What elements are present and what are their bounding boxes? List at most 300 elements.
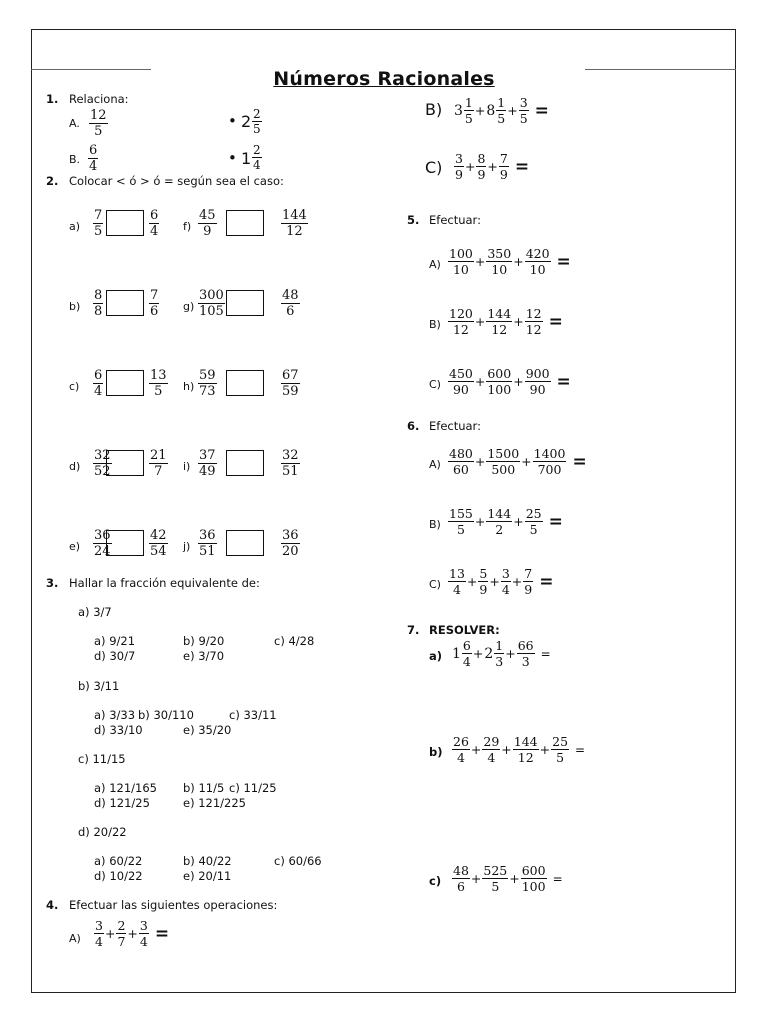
- page-title: Números Racionales: [273, 68, 495, 90]
- s4-c-label: C): [425, 158, 443, 177]
- numerator: 525: [483, 863, 508, 878]
- fraction: [478, 566, 488, 597]
- denominator: 4: [150, 224, 159, 239]
- s5-instruction: Efectuar:: [429, 213, 481, 227]
- numerator: 3: [501, 566, 510, 581]
- plus-sign: +: [501, 742, 512, 757]
- s3-instruction: Hallar la fracción equivalente de:: [69, 576, 260, 590]
- numerator: 3: [519, 95, 528, 110]
- whole-number: 1: [452, 645, 461, 662]
- denominator: 12: [525, 322, 542, 337]
- fraction-right-a: [198, 208, 217, 239]
- numerator: 600: [487, 366, 512, 381]
- numerator: 2: [253, 143, 261, 157]
- exercise-label: A): [429, 458, 441, 471]
- fraction: [523, 566, 533, 597]
- fraction-right-b: [281, 448, 300, 479]
- denominator: 9: [455, 167, 463, 182]
- answer-box: [226, 450, 264, 476]
- equals-sign: =: [572, 451, 587, 472]
- fraction: [452, 734, 470, 765]
- fraction-right-a: [198, 528, 217, 559]
- option: a) 60/22: [94, 854, 143, 868]
- denominator: 2: [495, 522, 504, 537]
- plus-sign: +: [466, 574, 478, 589]
- plus-sign: +: [513, 314, 524, 329]
- fraction: [139, 918, 149, 949]
- answer-box: [106, 530, 144, 556]
- plus-sign: +: [470, 742, 482, 757]
- numerator: 300: [199, 288, 224, 303]
- denominator: 6: [286, 304, 295, 319]
- answer-box: [226, 370, 264, 396]
- row-label-right: f): [183, 220, 192, 233]
- row-label-left: b): [69, 300, 81, 313]
- fraction: [482, 734, 500, 765]
- denominator: 3: [521, 654, 530, 669]
- denominator: 5: [529, 522, 538, 537]
- fraction-right-b: [281, 208, 308, 239]
- denominator: 4: [253, 158, 261, 172]
- numerator: 21: [150, 448, 167, 463]
- plus-sign: +: [509, 871, 520, 886]
- option: d) 30/7: [94, 649, 136, 663]
- fraction: [448, 306, 474, 337]
- numerator: 420: [525, 246, 550, 261]
- s7-b-expression: [452, 734, 585, 765]
- fraction: [533, 446, 567, 477]
- plus-sign: +: [474, 103, 486, 118]
- denominator: 5: [154, 384, 163, 399]
- option: d) 33/10: [94, 723, 143, 737]
- whole-number: 2: [484, 645, 494, 662]
- numerator: 36: [94, 528, 111, 543]
- fraction: [454, 151, 464, 182]
- denominator: 3: [495, 654, 504, 669]
- exercise-expression: [448, 366, 571, 397]
- numerator: 2: [253, 107, 261, 121]
- denominator: 9: [524, 582, 533, 597]
- denominator: 9: [203, 224, 212, 239]
- numerator: 13: [150, 368, 167, 383]
- fraction: [499, 151, 509, 182]
- numerator: 37: [199, 448, 216, 463]
- denominator: 4: [139, 934, 148, 949]
- exercise-question: d) 20/22: [78, 825, 127, 839]
- exercise-label: C): [429, 578, 441, 591]
- numerator: 66: [517, 638, 534, 653]
- numerator: 59: [199, 368, 216, 383]
- denominator: 105: [199, 304, 224, 319]
- s1-match-whole-2: 1: [241, 149, 252, 168]
- plus-sign: +: [474, 514, 486, 529]
- fraction: [525, 366, 551, 397]
- option: e) 121/225: [183, 796, 246, 810]
- plus-sign: +: [474, 254, 486, 269]
- s4-a-label: A): [69, 932, 81, 945]
- denominator: 9: [477, 167, 486, 182]
- denominator: 90: [452, 382, 469, 397]
- fraction: [486, 506, 512, 537]
- numerator: 2: [117, 918, 126, 933]
- numerator: 120: [449, 306, 473, 321]
- answer-box: [106, 210, 144, 236]
- exercise-question: a) 3/7: [78, 605, 112, 619]
- denominator: 5: [464, 111, 473, 126]
- fraction: [486, 246, 512, 277]
- answer-box: [226, 210, 264, 236]
- s4-instruction: Efectuar las siguientes operaciones:: [69, 898, 278, 912]
- numerator: 25: [525, 506, 542, 521]
- plus-sign: +: [474, 314, 486, 329]
- numerator: 29: [483, 734, 500, 749]
- fraction-right-a: [198, 368, 217, 399]
- fraction: [551, 734, 569, 765]
- denominator: 10: [529, 262, 546, 277]
- option: a) 9/21: [94, 634, 136, 648]
- plus-sign: +: [464, 159, 476, 174]
- answer-box: [226, 290, 264, 316]
- fraction: [464, 95, 474, 126]
- s7-a-label: a): [429, 649, 443, 663]
- row-label-right: h): [183, 380, 195, 393]
- denominator: 700: [537, 462, 562, 477]
- row-label-left: c): [69, 380, 80, 393]
- numerator: 13: [449, 566, 465, 581]
- denominator: 4: [89, 159, 98, 174]
- denominator: 8: [94, 304, 103, 319]
- numerator: 144: [487, 306, 512, 321]
- equals-sign: =: [154, 923, 170, 944]
- numerator: 3: [139, 918, 148, 933]
- fraction-left-b: [149, 368, 168, 399]
- numerator: 3: [95, 918, 103, 933]
- s1-match-bullet-1: •: [228, 112, 237, 130]
- fraction-left-a: [93, 368, 103, 399]
- denominator: 5: [456, 522, 465, 537]
- s4-a-expression: [94, 918, 169, 949]
- option: b) 9/20: [183, 634, 225, 648]
- option: e) 20/11: [183, 869, 232, 883]
- fraction: [94, 918, 104, 949]
- equals-sign: =: [514, 156, 530, 177]
- fraction-right-a: [198, 288, 225, 319]
- option: c) 4/28: [274, 634, 315, 648]
- numerator: 8: [94, 288, 103, 303]
- fraction-right-a: [198, 448, 217, 479]
- denominator: 10: [491, 262, 508, 277]
- numerator: 7: [524, 566, 533, 581]
- fraction: [521, 863, 547, 894]
- plus-sign: +: [507, 103, 518, 118]
- numerator: 6: [150, 208, 159, 223]
- fraction: [476, 151, 486, 182]
- denominator: 9: [479, 582, 488, 597]
- option: e) 35/20: [183, 723, 232, 737]
- numerator: 480: [449, 446, 473, 461]
- plus-sign: +: [474, 454, 486, 469]
- denominator: 5: [94, 224, 103, 239]
- exercise-label: A): [429, 258, 441, 271]
- option: c) 60/66: [274, 854, 322, 868]
- numerator: 600: [521, 863, 546, 878]
- row-label-right: j): [183, 540, 191, 553]
- denominator: 4: [501, 582, 510, 597]
- denominator: 20: [282, 544, 299, 559]
- option: c) 11/25: [229, 781, 277, 795]
- exercise-expression: [448, 506, 563, 537]
- fraction-right-b: [281, 288, 300, 319]
- numerator: 42: [150, 528, 167, 543]
- numerator: 350: [487, 246, 512, 261]
- numerator: 3: [455, 151, 463, 166]
- numerator: 32: [94, 448, 111, 463]
- fraction: [448, 446, 474, 477]
- s1-match-fraction-1: [252, 107, 262, 136]
- equals-sign: =: [534, 100, 549, 121]
- numerator: 1: [495, 638, 504, 653]
- fraction: [519, 95, 529, 126]
- fraction: [525, 306, 543, 337]
- equals-sign: =: [539, 571, 554, 592]
- fraction-left-a: [93, 208, 103, 239]
- fraction: [448, 506, 474, 537]
- denominator: 7: [117, 934, 126, 949]
- answer-box: [106, 370, 144, 396]
- denominator: 10: [452, 262, 469, 277]
- denominator: 49: [199, 464, 216, 479]
- fraction-left-a: [93, 288, 103, 319]
- numerator: 6: [94, 368, 103, 383]
- answer-box: [226, 530, 264, 556]
- row-label-left: d): [69, 460, 81, 473]
- fraction: [494, 638, 504, 669]
- equals-sign: =: [556, 371, 571, 392]
- denominator: 73: [199, 384, 216, 399]
- denominator: 54: [150, 544, 167, 559]
- numerator: 7: [94, 208, 103, 223]
- denominator: 60: [452, 462, 469, 477]
- denominator: 12: [517, 750, 534, 765]
- s7-b-label: b): [429, 745, 443, 759]
- s1-a-fraction: [89, 108, 108, 139]
- denominator: 52: [94, 464, 111, 479]
- s2-number: 2.: [46, 174, 59, 188]
- whole-number: 8: [486, 102, 496, 119]
- fraction: [496, 95, 506, 126]
- denominator: 4: [487, 750, 496, 765]
- denominator: 5: [497, 111, 506, 126]
- fraction: [486, 446, 520, 477]
- denominator: 5: [491, 879, 500, 894]
- exercise-expression: [448, 246, 571, 277]
- numerator: 100: [449, 246, 473, 261]
- s1-match-whole-1: 2: [241, 112, 252, 131]
- numerator: 8: [477, 151, 486, 166]
- denominator: 100: [521, 879, 546, 894]
- plus-sign: +: [539, 742, 551, 757]
- s3-number: 3.: [46, 576, 59, 590]
- option: c) 33/11: [229, 708, 277, 722]
- plus-sign: +: [513, 514, 524, 529]
- s6-instruction: Efectuar:: [429, 419, 481, 433]
- option: a) 3/33: [94, 708, 136, 722]
- s1-b-fraction: [88, 143, 98, 174]
- denominator: 5: [556, 750, 565, 765]
- plus-sign: +: [470, 871, 482, 886]
- denominator: 4: [94, 384, 103, 399]
- numerator: 67: [282, 368, 299, 383]
- s4-number: 4.: [46, 898, 59, 912]
- numerator: 26: [453, 734, 469, 749]
- fraction: [448, 366, 474, 397]
- fraction-left-b: [149, 208, 159, 239]
- s1-match-bullet-2: •: [228, 149, 237, 167]
- exercise-expression: [448, 566, 553, 597]
- numerator: 7: [150, 288, 159, 303]
- exercise-label: B): [429, 518, 441, 531]
- s7-instruction: RESOLVER:: [429, 623, 500, 637]
- s1-b-label: B.: [69, 153, 81, 166]
- row-label-left: e): [69, 540, 81, 553]
- numerator: 32: [282, 448, 299, 463]
- fraction-right-b: [281, 368, 300, 399]
- s7-c-expression: [452, 863, 563, 894]
- s4-b-label: B): [425, 100, 443, 119]
- s1-a-label: A.: [69, 117, 80, 130]
- s6-number: 6.: [407, 419, 420, 433]
- fraction: [448, 246, 474, 277]
- denominator: 500: [491, 462, 516, 477]
- equals-sign: =: [548, 311, 563, 332]
- numerator: 144: [513, 734, 538, 749]
- s4-c-expression: [454, 151, 529, 182]
- numerator: 155: [449, 506, 473, 521]
- s1-number: 1.: [46, 92, 59, 106]
- denominator: 4: [95, 934, 103, 949]
- s7-a-expression: [452, 638, 551, 669]
- answer-box: [106, 290, 144, 316]
- plus-sign: +: [487, 159, 498, 174]
- denominator: 7: [154, 464, 163, 479]
- option: d) 121/25: [94, 796, 150, 810]
- denominator: 5: [94, 124, 103, 139]
- numerator: 144: [282, 208, 307, 223]
- denominator: 6: [150, 304, 159, 319]
- row-label-left: a): [69, 220, 81, 233]
- plus-sign: +: [472, 646, 484, 661]
- fraction-right-b: [281, 528, 300, 559]
- s1-instruction: Relaciona:: [69, 92, 129, 106]
- fraction-left-b: [149, 448, 168, 479]
- plus-sign: +: [505, 646, 516, 661]
- numerator: 45: [199, 208, 216, 223]
- row-label-right: i): [183, 460, 191, 473]
- equals-sign: =: [556, 251, 571, 272]
- numerator: 12: [90, 108, 107, 123]
- exercise-expression: [448, 446, 587, 477]
- plus-sign: +: [489, 574, 500, 589]
- exercise-question: b) 3/11: [78, 679, 120, 693]
- numerator: 1: [497, 95, 506, 110]
- plus-sign: +: [513, 374, 524, 389]
- s7-number: 7.: [407, 623, 420, 637]
- numerator: 6: [462, 638, 471, 653]
- plus-sign: +: [511, 574, 523, 589]
- denominator: 4: [456, 750, 465, 765]
- fraction: [448, 566, 466, 597]
- fraction-left-b: [149, 288, 159, 319]
- denominator: 51: [282, 464, 299, 479]
- option: e) 3/70: [183, 649, 225, 663]
- numerator: 48: [453, 863, 469, 878]
- numerator: 450: [449, 366, 473, 381]
- numerator: 1500: [487, 446, 520, 461]
- denominator: 100: [487, 382, 512, 397]
- numerator: 1: [464, 95, 473, 110]
- fraction: [462, 638, 472, 669]
- option: b) 11/5: [183, 781, 225, 795]
- denominator: 5: [253, 122, 261, 136]
- denominator: 12: [452, 322, 469, 337]
- exercise-label: B): [429, 318, 441, 331]
- equals-sign: =: [552, 871, 563, 886]
- s2-instruction: Colocar < ó > ó = según sea el caso:: [69, 174, 284, 188]
- denominator: 5: [519, 111, 528, 126]
- fraction-left-b: [149, 528, 168, 559]
- s7-c-label: c): [429, 874, 442, 888]
- denominator: 12: [491, 322, 508, 337]
- denominator: 12: [286, 224, 303, 239]
- numerator: 48: [282, 288, 299, 303]
- fraction: [452, 863, 470, 894]
- denominator: 24: [94, 544, 111, 559]
- equals-sign: =: [575, 742, 586, 757]
- plus-sign: +: [104, 926, 116, 941]
- exercise-label: C): [429, 378, 441, 391]
- option: b) 30/110: [138, 708, 194, 722]
- whole-number: 3: [454, 102, 463, 119]
- fraction: [525, 506, 543, 537]
- denominator: 59: [282, 384, 299, 399]
- denominator: 4: [462, 654, 471, 669]
- fraction: [486, 306, 512, 337]
- answer-box: [106, 450, 144, 476]
- s4-b-expression: [454, 95, 549, 126]
- option: a) 121/165: [94, 781, 157, 795]
- numerator: 7: [499, 151, 508, 166]
- equals-sign: =: [540, 646, 551, 661]
- option: b) 40/22: [183, 854, 232, 868]
- numerator: 12: [525, 306, 542, 321]
- fraction: [116, 918, 126, 949]
- denominator: 90: [529, 382, 546, 397]
- numerator: 25: [552, 734, 569, 749]
- s1-match-fraction-2: [252, 143, 262, 172]
- row-label-right: g): [183, 300, 195, 313]
- plus-sign: +: [474, 374, 486, 389]
- numerator: 1400: [533, 446, 566, 461]
- plus-sign: +: [127, 926, 138, 941]
- fraction: [513, 734, 539, 765]
- denominator: 51: [199, 544, 216, 559]
- numerator: 144: [487, 506, 512, 521]
- fraction: [486, 366, 512, 397]
- fraction: [525, 246, 551, 277]
- equals-sign: =: [548, 511, 563, 532]
- plus-sign: +: [513, 254, 524, 269]
- numerator: 6: [89, 143, 98, 158]
